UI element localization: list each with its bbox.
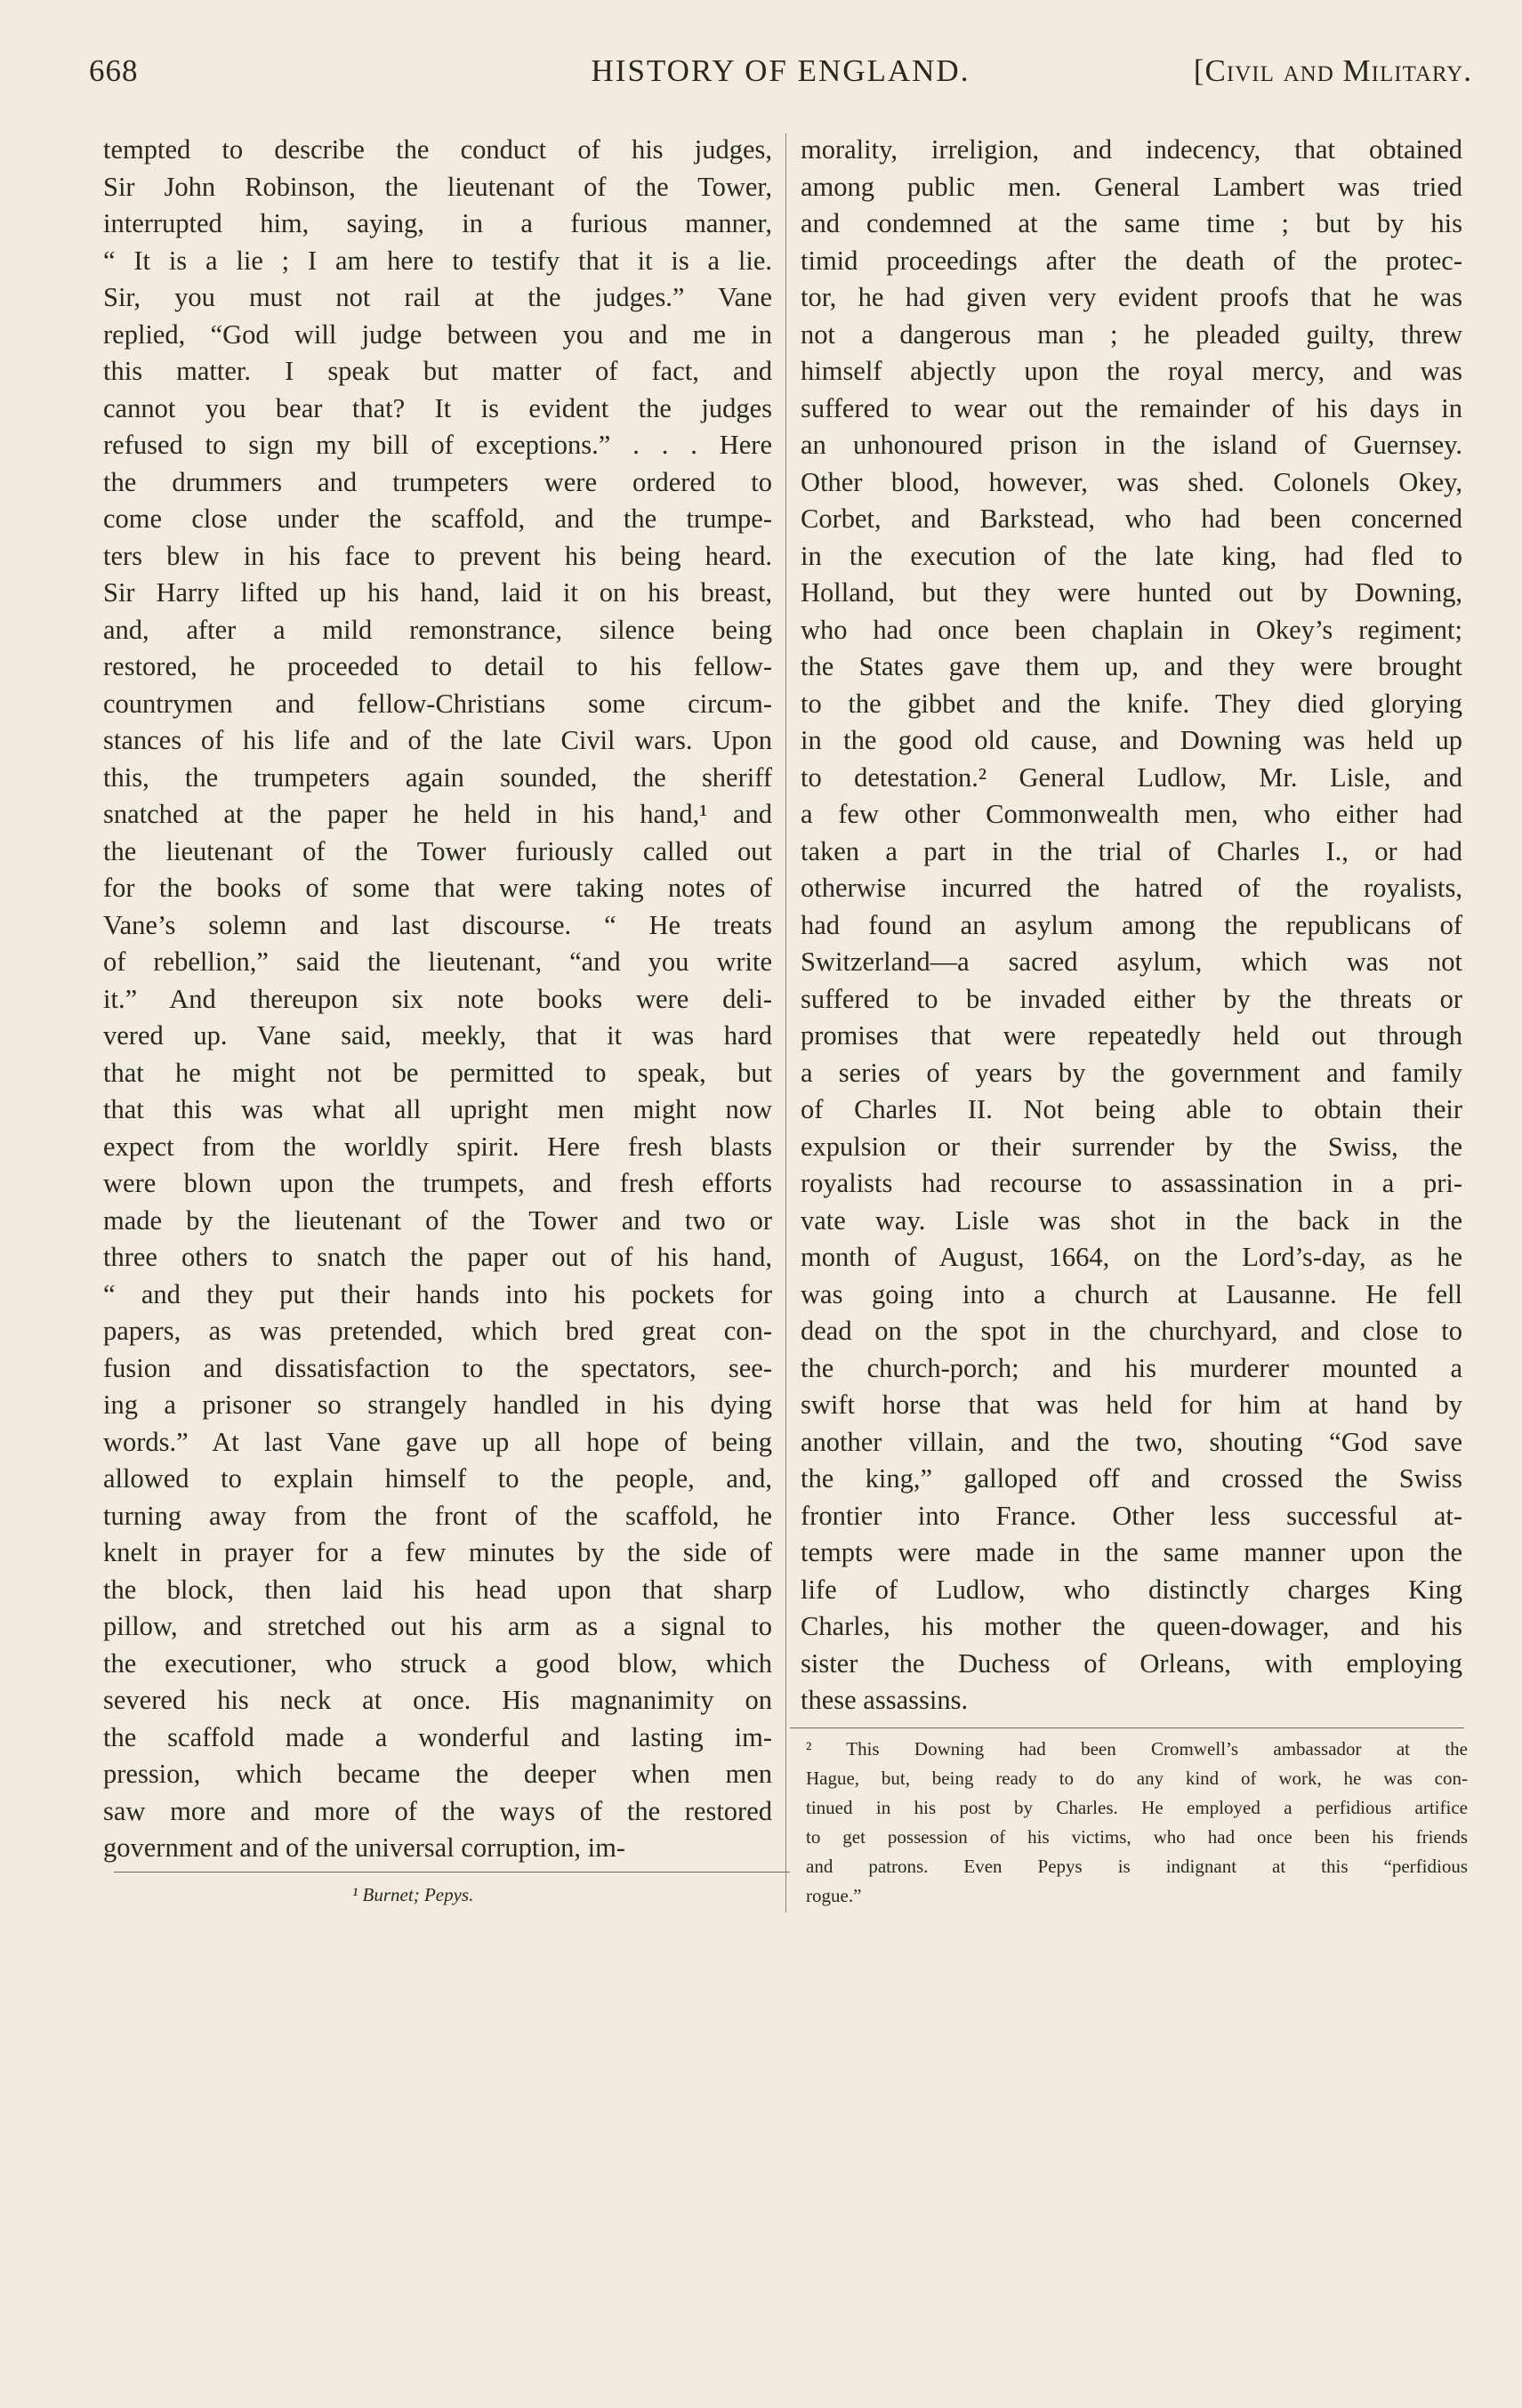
text-line: among public men. General Lambert was tried — [801, 171, 1462, 202]
text-line: suffered to be invaded either by the threats or — [801, 983, 1462, 1014]
text-line: vered up. Vane said, meekly, that it was hard — [103, 1020, 772, 1051]
text-line: in the good old cause, and Downing was held up — [801, 725, 1462, 755]
text-line: the States gave them up, and they were brought — [801, 651, 1462, 681]
text-line: pression, which became the deeper when men — [103, 1759, 772, 1789]
text-line: knelt in prayer for a few minutes by the side of — [103, 1537, 772, 1567]
text-line: snatched at the paper he held in his hand,¹ and — [103, 799, 772, 829]
text-line: these assassins. — [801, 1685, 969, 1715]
text-line: pillow, and stretched out his arm as a signal to — [103, 1611, 772, 1641]
text-line: himself abjectly upon the royal mercy, and was — [801, 356, 1462, 386]
footnote-line: ¹ Burnet; Pepys. — [352, 1884, 474, 1905]
left-column — [103, 132, 772, 1867]
text-line: vate way. Lisle was shot in the back in the — [801, 1204, 1462, 1236]
text-line: a series of years by the government and family — [801, 1057, 1462, 1088]
text-line: Sir, you must not rail at the judges.” Vane — [103, 282, 772, 312]
text-line: “ It is a lie ; I am here to testify that it is a lie. — [103, 245, 772, 276]
text-line: interrupted him, saying, in a furious manner, — [103, 208, 772, 238]
text-line: stances of his life and of the late Civil wars. Upon — [103, 725, 772, 755]
text-line: Switzerland—a sacred asylum, which was not — [801, 946, 1462, 977]
text-line: turning away from the front of the scaffold, he — [103, 1500, 772, 1531]
text-line: ing a prisoner so strangely handled in his dying — [103, 1389, 772, 1420]
text-line: refused to sign my bill of exceptions.” . . . Here — [103, 430, 772, 460]
text-line: and condemned at the same time ; but by his — [801, 208, 1462, 238]
text-line: countrymen and fellow-Christians some circum- — [103, 688, 772, 719]
text-line: timid proceedings after the death of the protec- — [801, 245, 1462, 276]
text-line: papers, as was pretended, which bred great con- — [103, 1316, 772, 1346]
text-line: otherwise incurred the hatred of the royalists, — [801, 873, 1462, 903]
text-line: of Charles II. Not being able to obtain their — [801, 1094, 1462, 1124]
right-column — [801, 132, 1462, 1719]
footnote-line: Hague, but, being ready to do any kind of work, he was con- — [806, 1768, 1468, 1789]
text-line: allowed to explain himself to the people, and, — [103, 1463, 772, 1494]
text-line: swift horse that was held for him at hand by — [801, 1389, 1462, 1420]
running-title: HISTORY OF ENGLAND. — [591, 53, 970, 88]
section-title: [Civil and Military. — [1193, 53, 1472, 88]
text-line: taken a part in the trial of Charles I., or had — [801, 835, 1462, 866]
text-line: the drummers and trumpeters were ordered to — [103, 466, 772, 497]
text-line: the church-porch; and his murderer mounted a — [801, 1352, 1462, 1383]
text-line: a few other Commonwealth men, who either had — [801, 799, 1462, 829]
text-line: of rebellion,” said the lieutenant, “and you write — [103, 946, 772, 977]
text-line: the lieutenant of the Tower furiously called out — [103, 835, 772, 866]
text-line: expect from the worldly spirit. Here fresh blasts — [103, 1131, 772, 1162]
text-line: Charles, his mother the queen-dowager, and his — [801, 1611, 1462, 1641]
text-line: were blown upon the trumpets, and fresh efforts — [103, 1168, 772, 1198]
footnote-line: ² This Downing had been Cromwell’s ambassador at the — [806, 1738, 1468, 1760]
text-line: expulsion or their surrender by the Swiss, the — [801, 1131, 1462, 1162]
page-number: 668 — [89, 53, 139, 88]
text-line: Sir John Robinson, the lieutenant of the Tower, — [103, 171, 772, 202]
text-line: tempted to describe the conduct of his judges, — [103, 134, 772, 165]
footnote-line: to get possession of his victims, who had once been his friends — [806, 1826, 1468, 1848]
text-line: come close under the scaffold, and the trumpe- — [103, 503, 772, 534]
text-line: Corbet, and Barkstead, who had been concerned — [801, 503, 1462, 534]
text-line: promises that were repeatedly held out through — [801, 1020, 1462, 1051]
text-line: another villain, and the two, shouting “God save — [801, 1426, 1462, 1457]
text-line: made by the lieutenant of the Tower and two or — [103, 1204, 772, 1236]
text-line: sister the Duchess of Orleans, with employing — [801, 1647, 1462, 1679]
text-line: words.” At last Vane gave up all hope of being — [103, 1426, 772, 1457]
text-line: dead on the spot in the churchyard, and close to — [801, 1316, 1462, 1346]
text-line: government and of the universal corruption, im- — [103, 1832, 625, 1863]
text-line: it.” And thereupon six note books were deli- — [103, 983, 772, 1014]
text-line: the king,” galloped off and crossed the Swiss — [801, 1463, 1462, 1494]
text-line: for the books of some that were taking notes of — [103, 873, 772, 903]
text-line: cannot you bear that? It is evident the judges — [103, 392, 772, 423]
text-line: Sir Harry lifted up his hand, laid it on his breast, — [103, 577, 772, 608]
text-line: month of August, 1664, on the Lord’s-day, as he — [801, 1242, 1462, 1272]
running-head — [89, 53, 1472, 107]
text-line: an unhonoured prison in the island of Guernsey. — [801, 430, 1462, 460]
text-line: royalists had recourse to assassination in a pri- — [801, 1168, 1462, 1198]
text-line: tempts were made in the same manner upon the — [801, 1537, 1462, 1567]
text-line: and, after a mild remonstrance, silence being — [103, 614, 772, 645]
text-line: “ and they put their hands into his pockets for — [103, 1278, 772, 1309]
footnote-line: rogue.” — [806, 1885, 862, 1906]
text-line: this, the trumpeters again sounded, the sheriff — [103, 761, 772, 793]
footnote-left — [352, 1880, 473, 1910]
text-line: who had once been chaplain in Okey’s regiment; — [801, 614, 1462, 645]
text-line: restored, he proceeded to detail to his fellow- — [103, 651, 772, 681]
text-line: to the gibbet and the knife. They died glorying — [801, 688, 1462, 719]
text-line: morality, irreligion, and indecency, that obtained — [801, 134, 1462, 165]
text-line: that this was what all upright men might now — [103, 1094, 772, 1124]
text-line: suffered to wear out the remainder of his days in — [801, 392, 1462, 423]
column-divider — [785, 133, 786, 1913]
text-line: life of Ludlow, who distinctly charges King — [801, 1574, 1462, 1605]
text-line: in the execution of the late king, had fled to — [801, 540, 1462, 571]
text-line: this matter. I speak but matter of fact, and — [103, 356, 772, 386]
text-line: fusion and dissatisfaction to the spectators, see- — [103, 1352, 772, 1383]
footnote-line: tinued in his post by Charles. He employed a perfidious artifice — [806, 1797, 1468, 1818]
text-line: frontier into France. Other less successful at- — [801, 1500, 1462, 1531]
text-line: replied, “God will judge between you and me in — [103, 318, 772, 350]
text-line: had found an asylum among the republicans of — [801, 909, 1462, 940]
text-line: ters blew in his face to prevent his being heard. — [103, 540, 772, 571]
text-line: Other blood, however, was shed. Colonels Okey, — [801, 466, 1462, 497]
text-line: three others to snatch the paper out of his hand, — [103, 1242, 772, 1272]
text-line: the scaffold made a wonderful and lasting im- — [103, 1721, 772, 1752]
footnote-line: and patrons. Even Pepys is indignant at this “perfidious — [806, 1856, 1468, 1877]
text-line: not a dangerous man ; he pleaded guilty, threw — [801, 318, 1462, 350]
text-line: saw more and more of the ways of the restored — [103, 1795, 772, 1826]
text-line: to detestation.² General Ludlow, Mr. Lisle, and — [801, 761, 1462, 793]
text-line: that he might not be permitted to speak, but — [103, 1057, 772, 1088]
footnote-rule-right — [790, 1727, 1464, 1728]
footnote-column-divider — [785, 1739, 786, 1908]
text-line: tor, he had given very evident proofs that he was — [801, 282, 1462, 312]
text-line: Vane’s solemn and last discourse. “ He treats — [103, 909, 772, 940]
text-line: was going into a church at Lausanne. He fell — [801, 1278, 1462, 1309]
footnote-right — [806, 1735, 1468, 1911]
text-line: severed his neck at once. His magnanimity on — [103, 1685, 772, 1715]
text-line: Holland, but they were hunted out by Downing, — [801, 577, 1462, 608]
text-line: the executioner, who struck a good blow, which — [103, 1647, 772, 1679]
text-line: the block, then laid his head upon that sharp — [103, 1574, 772, 1605]
